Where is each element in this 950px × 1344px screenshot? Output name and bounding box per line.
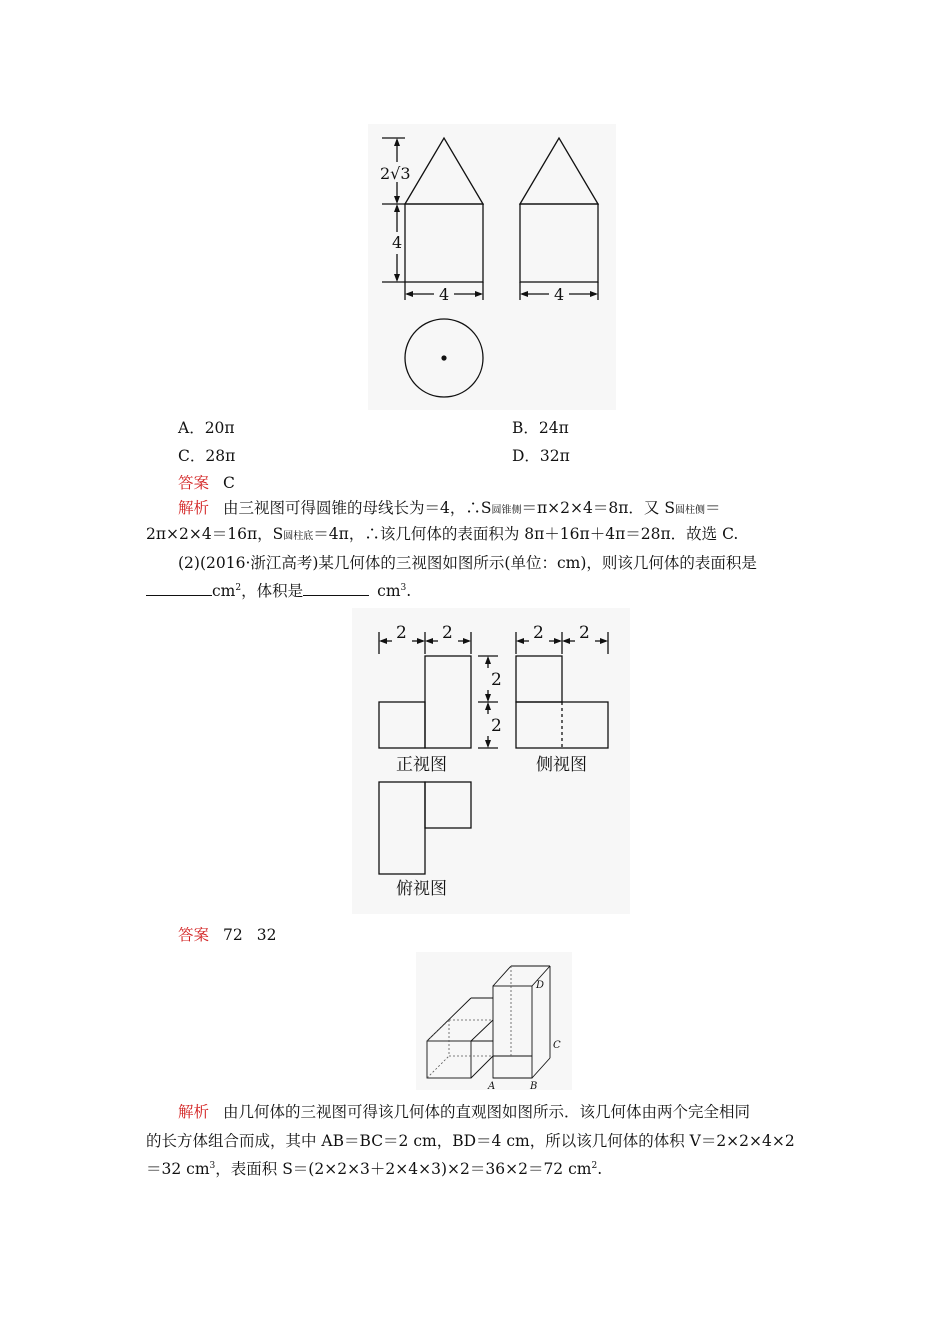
question2-mid: ，体积是: [241, 582, 304, 600]
analysis1-text-1b: ＝π×2×4＝8π．又 S: [521, 499, 675, 517]
center-dot: [441, 355, 446, 360]
analysis2-line2: 的长方体组合而成，其中 AB＝BC＝2 cm，BD＝4 cm，所以该几何体的体积 V＝2×2×4×2: [146, 1132, 795, 1150]
analysis2-text-3c: .: [597, 1160, 603, 1178]
unit-cm-1: cm: [212, 582, 236, 600]
label-front-view: 正视图: [396, 755, 447, 775]
sup-3: 3: [400, 582, 407, 593]
answer1-value: C: [223, 474, 235, 492]
sup-2b: 2: [591, 1160, 598, 1171]
answer2-value1: 72: [223, 926, 243, 944]
label-side-view: 侧视图: [536, 755, 587, 775]
analysis2-label: 解析: [178, 1103, 210, 1121]
fig2-dim-top-left: 2: [396, 623, 407, 643]
analysis2-line3: [146, 1158, 806, 1180]
analysis1-text-2a: 2π×2×4＝16π，S: [146, 525, 284, 543]
fig1-dim-front-width: 4: [439, 285, 450, 304]
analysis1-label: 解析: [178, 499, 210, 517]
analysis2-text-3b: ，表面积 S＝(2×2×3＋2×4×3)×2＝36×2＝72 cm: [215, 1160, 592, 1178]
question2-end: .: [406, 582, 412, 600]
fig3-label-c: C: [553, 1040, 561, 1051]
fig1-dim-cone-height: 2√3: [380, 164, 411, 183]
label-top-view: 俯视图: [396, 879, 447, 899]
option-a: A．20π: [178, 419, 235, 437]
analysis2-text-3a: ＝32 cm: [146, 1160, 210, 1178]
answer-blank-2[interactable]: [303, 581, 369, 596]
answer-blank-1[interactable]: [146, 581, 212, 596]
fig2-dim-top-right: 2: [442, 623, 453, 643]
fig2-dim-vert-bottom: 2: [491, 716, 502, 736]
analysis1-text-2b: ＝4π，∴该几何体的表面积为 8π＋16π＋4π＝28π．故选 C.: [313, 525, 739, 543]
sub-cyl-side: 圆柱侧: [674, 505, 705, 516]
option-b: B．24π: [512, 419, 569, 437]
sup-2: 2: [235, 582, 242, 593]
fig3-label-a: A: [488, 1081, 496, 1090]
analysis2-line1: [178, 1101, 838, 1123]
analysis1-text-1c: ＝: [704, 499, 721, 517]
figure1-three-views: [368, 124, 616, 410]
option-d: D．32π: [512, 447, 570, 465]
answer2-label: 答案: [178, 926, 210, 944]
answer1-label: 答案: [178, 474, 210, 492]
answer2: [178, 923, 276, 945]
analysis1-line1: [178, 497, 838, 522]
sub-cone-side: 圆锥侧: [491, 505, 522, 516]
sup-3b: 3: [209, 1160, 216, 1171]
fig2-dim-vert-top: 2: [491, 670, 502, 690]
question2-line2: [146, 580, 806, 602]
fig3-label-b: B: [530, 1081, 538, 1090]
fig3-label-d: D: [536, 980, 545, 991]
fig2-dim-side-right: 2: [579, 623, 590, 643]
option-c: C．28π: [178, 447, 236, 465]
question2-line1: (2)(2016·浙江高考)某几何体的三视图如图所示(单位：cm)，则该几何体的表面积是: [178, 554, 757, 572]
fig1-dim-side-width: 4: [554, 285, 565, 304]
answer1: [178, 471, 235, 493]
analysis2-text-1: 由几何体的三视图可得该几何体的直观图如图所示．该几何体由两个完全相同: [223, 1103, 751, 1121]
answer2-value2: 32: [256, 926, 277, 944]
sub-cyl-base: 圆柱底: [283, 531, 314, 542]
analysis1-text-1a: 由三视图可得圆锥的母线长为＝4，∴S: [223, 499, 492, 517]
analysis1-line2: [146, 523, 806, 548]
figure3-solid-diagram: [416, 952, 572, 1090]
unit-cm-2: cm: [377, 582, 401, 600]
fig1-dim-cyl-height: 4: [392, 233, 403, 252]
fig2-dim-side-left: 2: [533, 623, 544, 643]
figure2-three-views: [352, 608, 630, 914]
